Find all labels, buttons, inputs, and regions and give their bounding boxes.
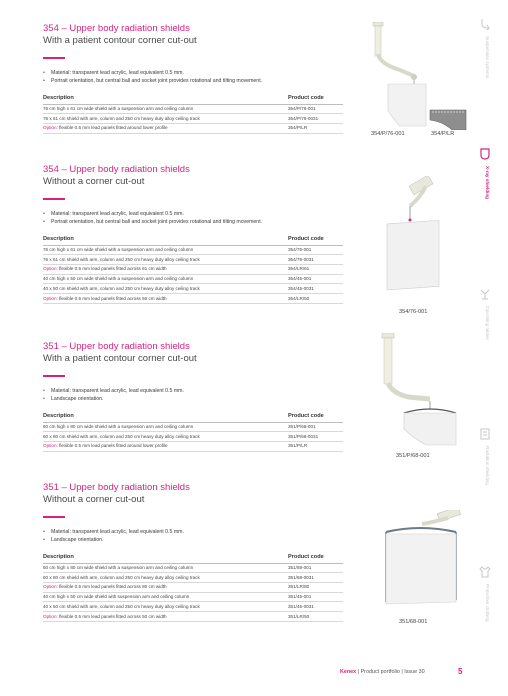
- sidenav-label: Radiation shielding: [485, 446, 490, 485]
- page-number: 5: [458, 667, 463, 676]
- table-row: 76 x 61 cm shield with arm, column and 250 cm heavy duty alloy ceiling track 354/P/76-0031: [43, 114, 343, 124]
- table-row: Option: flexible 0.5 mm lead panels fitted across 50 cm width 351/LR/50: [43, 611, 343, 621]
- image-caption: 351/68-001: [399, 619, 428, 625]
- header-product-code: Product code: [288, 412, 343, 423]
- section-354-plain: [43, 164, 343, 304]
- feature-item: • Material: transparent lead acrylic, lead equivalent 0.5 mm.: [43, 387, 343, 395]
- sidenav-item-xray-shielding[interactable]: [472, 148, 508, 268]
- sidenav-item-radiation-shielding[interactable]: [472, 428, 508, 548]
- table-row: 60 x 80 cm shield with arm, column and 250 cm heavy duty alloy ceiling track 351/68-0031: [43, 573, 343, 583]
- table-row: 60 cm high x 80 cm wide shield with a suspension arm and ceiling column 351/68-001: [43, 563, 343, 573]
- accent-rule: [43, 57, 65, 59]
- image-caption: 354/76-001: [399, 309, 428, 315]
- shield-icon: [479, 148, 491, 160]
- product-table: [43, 412, 343, 452]
- sidenav-label: Protective clothing: [485, 584, 490, 622]
- section-title: 351 – Upper body radiation shields: [43, 482, 190, 493]
- product-table: [43, 235, 343, 304]
- table-row: 60 cm high x 80 cm wide shield with a suspension arm and ceiling column 351/P/68-001: [43, 422, 343, 432]
- table-row: 76 x 61 cm shield with arm, column and 250 cm heavy duty alloy ceiling track 354/76-0031: [43, 255, 343, 265]
- product-table: [43, 553, 343, 622]
- feature-list: [43, 69, 343, 85]
- section-title: 351 – Upper body radiation shields: [43, 341, 190, 352]
- image-caption: 354/P/76-001: [371, 131, 405, 137]
- panel-icon: [479, 428, 491, 440]
- feature-list: [43, 210, 343, 226]
- apron-icon: [479, 566, 491, 578]
- header-description: Description: [43, 94, 288, 105]
- header-product-code: Product code: [288, 553, 343, 564]
- table-row: 76 cm high x 61 cm wide shield with a suspension arm and ceiling column 354/76-001: [43, 245, 343, 255]
- product-image-351-68: [372, 510, 468, 614]
- feature-item: • Landscape orientation.: [43, 536, 343, 544]
- sidenav-label: Suspension systems: [485, 36, 490, 79]
- table-row: 40 x 50 cm shield with arm, column and 250 cm heavy duty alloy ceiling track 351/45-0031: [43, 602, 343, 612]
- table-row: 40 cm high x 50 cm wide shield with suspension arm and ceiling column 351/45-001: [43, 592, 343, 602]
- header-product-code: Product code: [288, 235, 343, 246]
- image-caption: 351/P/68-001: [396, 453, 430, 459]
- accent-rule: [43, 516, 65, 518]
- section-subtitle: Without a corner cut-out: [43, 494, 145, 505]
- section-subtitle: Without a corner cut-out: [43, 176, 145, 187]
- sidenav-item-suspension[interactable]: [472, 18, 508, 138]
- section-title: 354 – Upper body radiation shields: [43, 23, 190, 34]
- feature-list: [43, 387, 343, 403]
- section-subtitle: With a patient contour corner cut-out: [43, 35, 197, 46]
- section-351-contour: [43, 341, 343, 452]
- product-image-354-p-76: [370, 22, 470, 130]
- table-row: 40 cm high x 50 cm wide shield with a suspension arm and ceiling column 354/45-001: [43, 274, 343, 284]
- footer-text: | Product portfolio | Issue 30: [356, 669, 425, 675]
- sidenav-item-clothing[interactable]: [472, 566, 508, 686]
- header-description: Description: [43, 553, 288, 564]
- suspension-icon: [479, 18, 491, 30]
- sidenav-label: Operating tables: [485, 306, 490, 340]
- accent-rule: [43, 375, 65, 377]
- page-footer: [340, 669, 425, 675]
- feature-item: • Portrait orientation, but central ball and socket joint provides rotational and tilting movement.: [43, 218, 343, 226]
- feature-item: • Material: transparent lead acrylic, lead equivalent 0.5 mm.: [43, 528, 343, 536]
- accent-rule: [43, 198, 65, 200]
- table-icon: [479, 288, 491, 300]
- product-image-351-p-68: [378, 333, 468, 451]
- section-title: 354 – Upper body radiation shields: [43, 164, 190, 175]
- side-navigation: [472, 0, 508, 696]
- feature-item: • Material: transparent lead acrylic, lead equivalent 0.5 mm.: [43, 69, 343, 77]
- feature-item: • Landscape orientation.: [43, 395, 343, 403]
- product-image-354-76: [386, 176, 456, 306]
- sidenav-label: X-ray shielding: [485, 166, 490, 199]
- product-table: [43, 94, 343, 134]
- feature-item: • Material: transparent lead acrylic, lead equivalent 0.5 mm.: [43, 210, 343, 218]
- table-row: Option: flexible 0.5 mm lead panels fitted around lower profile 354/P/LR: [43, 123, 343, 133]
- header-product-code: Product code: [288, 94, 343, 105]
- table-row: Option: flexible 0.5 mm lead panels fitted across 80 cm width 351/LR/80: [43, 582, 343, 592]
- feature-list: [43, 528, 343, 544]
- image-caption: 354/P/LR: [431, 131, 455, 137]
- section-351-plain: [43, 482, 343, 622]
- feature-item: • Portrait orientation, but central ball and socket joint provides rotational and tilting movement.: [43, 77, 343, 85]
- header-description: Description: [43, 235, 288, 246]
- table-row: Option: flexible 0.5 mm lead panels fitted around lower profile 351/P/LR: [43, 441, 343, 451]
- table-row: 40 x 50 cm shield with arm, column and 250 cm heavy duty alloy ceiling track 354/45-0031: [43, 284, 343, 294]
- table-row: 76 cm high x 61 cm wide shield with a suspension arm and ceiling column 354/P/76-001: [43, 104, 343, 114]
- header-description: Description: [43, 412, 288, 423]
- table-row: Option: flexible 0.5 mm lead panels fitted across 50 cm width 354/LR/50: [43, 293, 343, 303]
- section-subtitle: With a patient contour corner cut-out: [43, 353, 197, 364]
- sidenav-item-tables[interactable]: [472, 288, 508, 408]
- table-row: Option: flexible 0.5 mm lead panels fitted across 61 cm width 354/LR/61: [43, 264, 343, 274]
- section-354-contour: [43, 23, 343, 134]
- table-row: 60 x 80 cm shield with arm, column and 250 cm heavy duty alloy ceiling track 351/P/68-0031: [43, 432, 343, 442]
- footer-brand: Kenex: [340, 669, 357, 675]
